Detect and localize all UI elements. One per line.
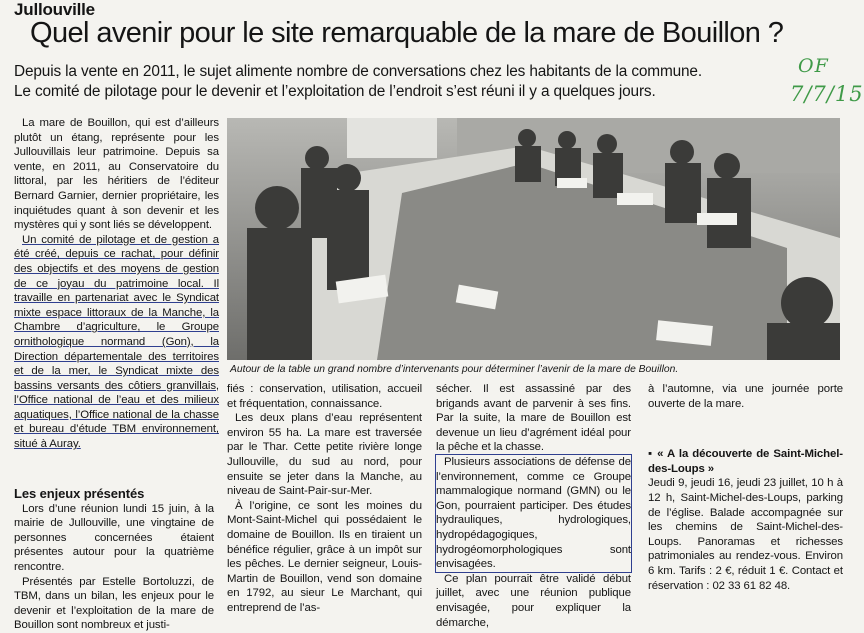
- underlined-paragraph: Un comité de pilotage et de gestion a été créé, depuis ce rachat, pour définir des objectifs et des moyens de gestion de ce joyau du patrimoine local. Il travaille en partenariat avec le Syndicat mixte espace littoraux de la Manche, la Chambre d’agriculture, le Groupe ornithologique normand (Gon), la Direction départementale des territoires et de la mer, le Syndicat mixte des bassins versants des côtiers granvillais, l’Office national de l’eau et des milieux aquatiques, l’Office national de la chasse et bureau d’étude TBM environnement, situé à Auray.: [14, 233, 219, 451]
- paragraph: sécher. Il est assassiné par des brigands avant de parvenir à ses fins. Par la suite, la mare de Bouillon est devenue un lieu d’agrément idéal pour la pêche et la chasse.: [436, 383, 631, 454]
- subhead: Les enjeux présentés: [14, 486, 145, 501]
- paragraph: Présentés par Estelle Bortoluzzi, de TBM, dans un bilan, les enjeux pour le devenir et l’exploitation de la mare de Bouillon sont nombreux et justi-: [14, 575, 214, 632]
- photo-caption: Autour de la table un grand nombre d’intervenants pour déterminer l’avenir de la mare de Bouillon.: [230, 364, 679, 375]
- paragraph: Les deux plans d’eau représentent environ 55 ha. La mare est traversée par le Thar. Cette petite rivière longe Jullouville, du sud au nord, pour ensuite se jeter dans la Manche, au niveau de Saint-Pair-sur-Mer.: [227, 412, 422, 498]
- paragraph: Ce plan pourrait être validé début juillet, avec une réunion publique envisagée, pour expliquer la démarche,: [436, 572, 631, 629]
- paragraph: Lors d’une réunion lundi 15 juin, à la mairie de Jullouville, une vingtaine de personnes concernées étaient présentes autour pour la quatrième rencontre.: [14, 502, 214, 573]
- section-kicker: Jullouville: [14, 0, 95, 19]
- event-details: Jeudi 9, jeudi 16, jeudi 23 juillet, 10 h à 12 h, Saint-Michel-des-Loups, parking de l’église. Balade accompagnée sur les chemins de Saint-Michel-des-Loups. Panoramas et richesses patrimoniales au rendez-vous. Environ 6 km. Tarifs : 2 €, réduit 1 €. Contact et réservation : 02 33 61 82 48.: [648, 477, 843, 592]
- column-1: [14, 116, 219, 452]
- meeting-photo: [227, 118, 840, 360]
- column-2: [227, 382, 422, 616]
- column-1-continued: [14, 487, 214, 633]
- meeting-photo-illustration: [227, 118, 840, 360]
- handwritten-date: 7/7/15: [790, 82, 864, 106]
- paragraph: fiés : conservation, utilisation, accueil et fréquentation, connaissance.: [227, 383, 422, 410]
- paragraph: À l’origine, ce sont les moines du Mont-Saint-Michel qui possédaient le domaine de Bouillon. Ils en tiraient un bénéfice régulier, grâce à un impôt sur les pêches. Le dernier seigneur, Louis-Martin de Bouillon, vend son domaine en 1792, au sieur Le Marchant, qui entreprend de l’as-: [227, 499, 422, 614]
- lead-line-2: Le comité de pilotage pour le devenir et l’exploitation de l’endroit s’est réuni il y a quelques jours.: [14, 83, 656, 100]
- paragraph: La mare de Bouillon, qui est d’ailleurs plutôt un étang, représente pour les Jullouvillais leur patrimoine. Depuis sa vente, en 2011, au Conservatoire du littoral, par les héritiers de l’éditeur Bernard Garnier, dernier propriétaire, les inquiétudes quant à son devenir et les mystères qui y sont liés se développent.: [14, 117, 219, 232]
- handwritten-source: OF: [798, 55, 829, 77]
- boxed-paragraph: Plusieurs associations de défense de l’environnement, comme ce Groupe mammalogique normand (GMN) ou le Gon, pourraient participer. Des études hydrauliques, hydrologiques, hydropédagogiques, hydrogéomorphologiques sont envisagées.: [436, 455, 631, 571]
- column-4: [648, 382, 843, 593]
- headline: Quel avenir pour le site remarquable de la mare de Bouillon ?: [30, 17, 784, 49]
- column-3: [436, 382, 631, 630]
- lead-paragraph: [14, 62, 804, 102]
- event-title: ▪ « A la découverte de Saint-Michel-des-Loups »: [648, 447, 843, 476]
- paragraph: à l’automne, via une journée porte ouverte de la mare.: [648, 383, 843, 410]
- lead-line-1: Depuis la vente en 2011, le sujet alimente nombre de conversations chez les habitants de la commune.: [14, 63, 702, 80]
